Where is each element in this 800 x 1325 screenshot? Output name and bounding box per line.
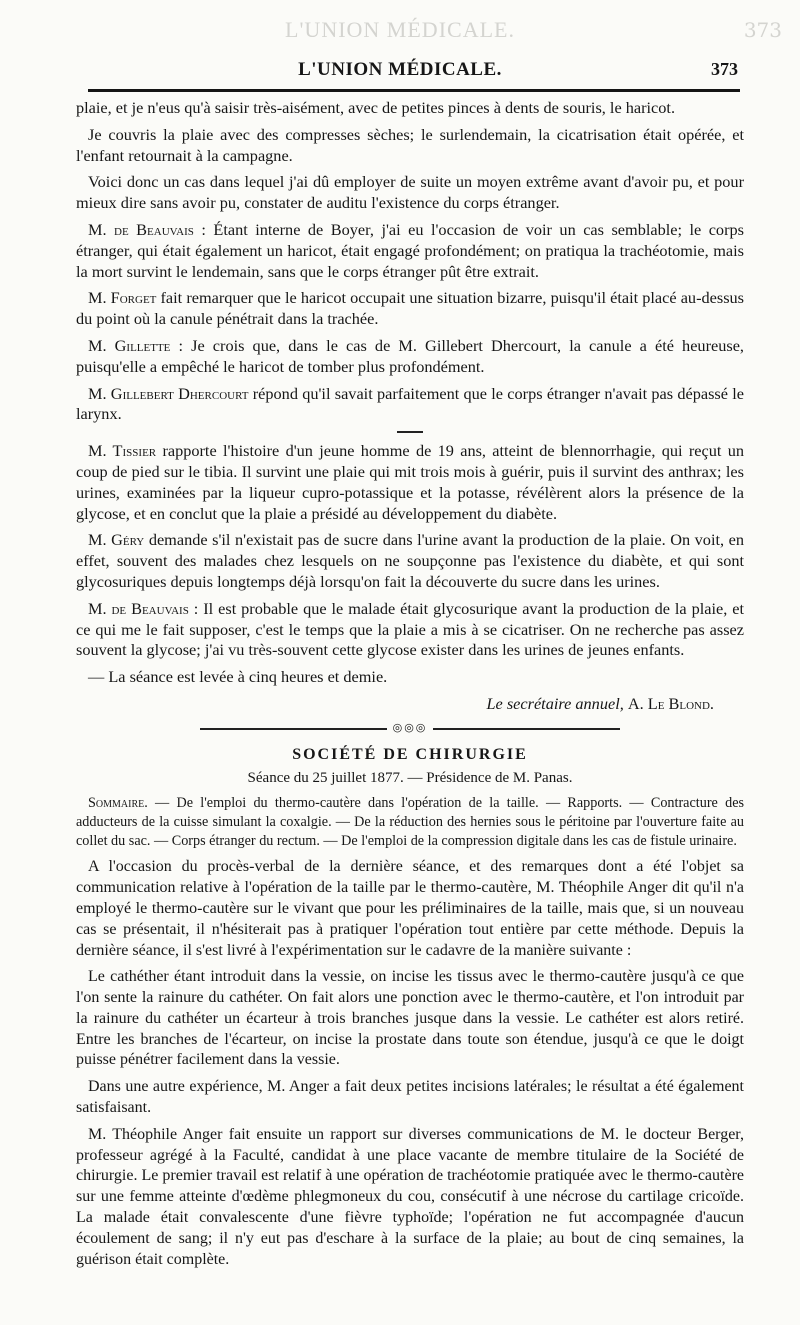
bleed-through-title: L'UNION MÉDICALE. xyxy=(285,17,515,42)
paragraph: Je couvris la plaie avec des compresses sèches; le surlendemain, la cicatrisation était opérée, et l'enfant retournait à la campagne. xyxy=(76,124,744,165)
section-separator xyxy=(397,431,423,433)
ornament-line-right xyxy=(433,728,620,730)
speaker-text: demande s'il n'existait pas de sucre dans l'urine avant la production de la plaie. On voit, en effet, souvent des malades chez lesquels on ne soupçonne pas l'existence du diabète, et qui sont glycosuriques depuis longtemps déjà lorsqu'on fait la découverte du sucre dans les urines. xyxy=(76,530,744,591)
speaker-name: M. Gillebert Dhercourt xyxy=(88,383,249,403)
page-number: 373 xyxy=(711,59,738,79)
discussion-paragraph xyxy=(76,530,744,592)
bleed-through-page-number: 373 xyxy=(743,18,782,42)
header-rule xyxy=(88,89,740,92)
signoff xyxy=(76,694,714,715)
speaker-text: : Il est probable que le malade était glycosurique avant la production de la plaie, et ce qui me le fait supposer, c'est le temps que la plaie a mis à se cicatriser. On ne recherche pas assez souvent la glycose; j'ai vu très-souvent cette glycose exister dans les urines de jeunes enfants. xyxy=(76,598,744,660)
speaker-name: M. Tissier xyxy=(88,441,157,461)
speaker-name: M. Géry xyxy=(88,530,145,550)
speaker-text: répond qu'il savait parfaitement que le corps étranger n'avait pas dépassé le larynx. xyxy=(76,383,744,424)
discussion-paragraph xyxy=(76,441,744,524)
paragraph: plaie, et je n'eus qu'à saisir très-aisément, avec de petites pinces à dents de souris, le haricot. xyxy=(76,98,676,117)
summary-text: — De l'emploi du thermo-cautère dans l'opération de la taille. — Rapports. — Contracture des adducteurs de la cuisse simulant la coxalgie. — De la réduction des hernies sous le péritoine par l'ouverture faite au collet du sac. — Corps étranger du rectum. — De l'emploi de la compression digitale dans les cas de fistule urinaire. xyxy=(76,795,745,850)
signoff-role: Le secrétaire annuel, xyxy=(486,693,624,713)
discussion-paragraph xyxy=(76,288,744,330)
speaker-name: M. de Beauvais xyxy=(88,219,194,239)
ornament-line-left xyxy=(200,728,387,730)
summary-label: Sommaire. xyxy=(88,795,148,812)
section-paragraph: Dans une autre expérience, M. Anger a fait deux petites incisions latérales; le résultat a été également satisfaisant. xyxy=(76,1078,744,1117)
article-body xyxy=(76,98,744,1276)
discussion-paragraph xyxy=(76,384,744,426)
speaker-text: : Je crois que, dans le cas de M. Gillebert Dhercourt, la canule a été heureuse, puisqu'elle a empêché le haricot de tomber plus profondément. xyxy=(76,335,744,376)
discussion-paragraph xyxy=(76,599,744,661)
speaker-name: M. Forget xyxy=(88,288,157,308)
speaker-text: rapporte l'histoire d'un jeune homme de 19 ans, atteint de blennorrhagie, qui reçut un coup de pied sur le tibia. Il survint une plaie qui mit trois mois à guérir, puis il survint des anthrax; les urines, examinées par la liqueur cupro-potassique et la potasse, révélèrent alors la présence de la glycose, et en conclut que la plaie a présidé au développement du diabète. xyxy=(76,441,744,523)
speaker-text: fait remarquer que le haricot occupait une situation bizarre, puisqu'il était placé au-dessus du point où la canule pénétrait dans la trachée. xyxy=(76,288,745,329)
speaker-text: : Étant interne de Boyer, j'ai eu l'occasion de voir un cas semblable; le corps étranger, qui était également un haricot, était engagé profondément; on pratiqua la trachéotomie, mais la mort survint le lendemain, sans que le corps étranger pût être extrait. xyxy=(76,219,744,281)
speaker-name: M. de Beauvais xyxy=(88,598,189,618)
bleed-through-header xyxy=(0,0,800,60)
discussion-paragraph xyxy=(76,336,744,378)
ornament-dots: ◎◎◎ xyxy=(392,722,428,735)
discussion-paragraph xyxy=(76,220,744,282)
journal-title: L'UNION MÉDICALE. xyxy=(298,59,502,80)
session-line: Séance du 25 juillet 1877. — Présidence de M. Panas. xyxy=(247,769,573,786)
page-header xyxy=(0,56,800,86)
paragraph: Voici donc un cas dans lequel j'ai dû employer de suite un moyen extrême avant d'avoir pu, et pour mieux dire sans avoir pu, constater de auditu l'existence du corps étranger. xyxy=(76,172,744,213)
ornamental-rule xyxy=(200,723,620,735)
section-paragraph: Le cathéther étant introduit dans la vessie, on incise les tissus avec le thermo-cautère jusqu'à ce que l'on sente la rainure du cathéter. On fait alors une ponction avec le thermo-cautère, et l'on introduit par la rainure du cathéter un écarteur à trois branches jusque dans la vessie. Le cathéter est alors retiré. Entre les branches de l'écarteur, on incise la prostate dans toute son étendue, jusqu'à ce que le doigt puisse pénétrer facilement dans la vessie. xyxy=(76,968,744,1069)
section-title: SOCIÉTÉ DE CHIRURGIE xyxy=(292,745,528,763)
signoff-name: A. Le Blond. xyxy=(627,693,714,713)
closing-line: — La séance est levée à cinq heures et demie. xyxy=(88,667,388,687)
speaker-name: M. Gillette xyxy=(88,335,171,355)
section-paragraph: A l'occasion du procès-verbal de la dernière séance, et des remarques dont a été l'objet sa communication relative à l'opération de la taille par le thermo-cautère, M. Théophile Anger dit qu'il n'a employé le thermo-cautère sur le vivant que pour les préliminaires de la taille, mais que, si un nouveau cas se présentait, il n'hésiterait pas à pratiquer l'opération tout entière par cette méthode. Depuis la dernière séance, il s'est livré à l'expérimentation sur le cadavre de la manière suivante : xyxy=(76,858,744,959)
summary xyxy=(76,794,744,851)
section-paragraph: M. Théophile Anger fait ensuite un rapport sur diverses communications de M. le docteur Berger, professeur agrégé à la Faculté, candidat à une place vacante de membre titulaire de la Société de chirurgie. Le premier travail est relatif à une opération de trachéotomie pratiquée avec le thermo-cautère sur une femme atteinte d'œdème phlegmoneux du cou, consécutif à une nécrose du cartilage cricoïde. La malade était convalescente d'une fièvre typhoïde; l'opération ne fut accompagnée d'aucun écoulement de sang; il n'y eut pas d'eschare à la surface de la plaie; au bout de cinq semaines, la guérison était complète. xyxy=(76,1125,744,1268)
